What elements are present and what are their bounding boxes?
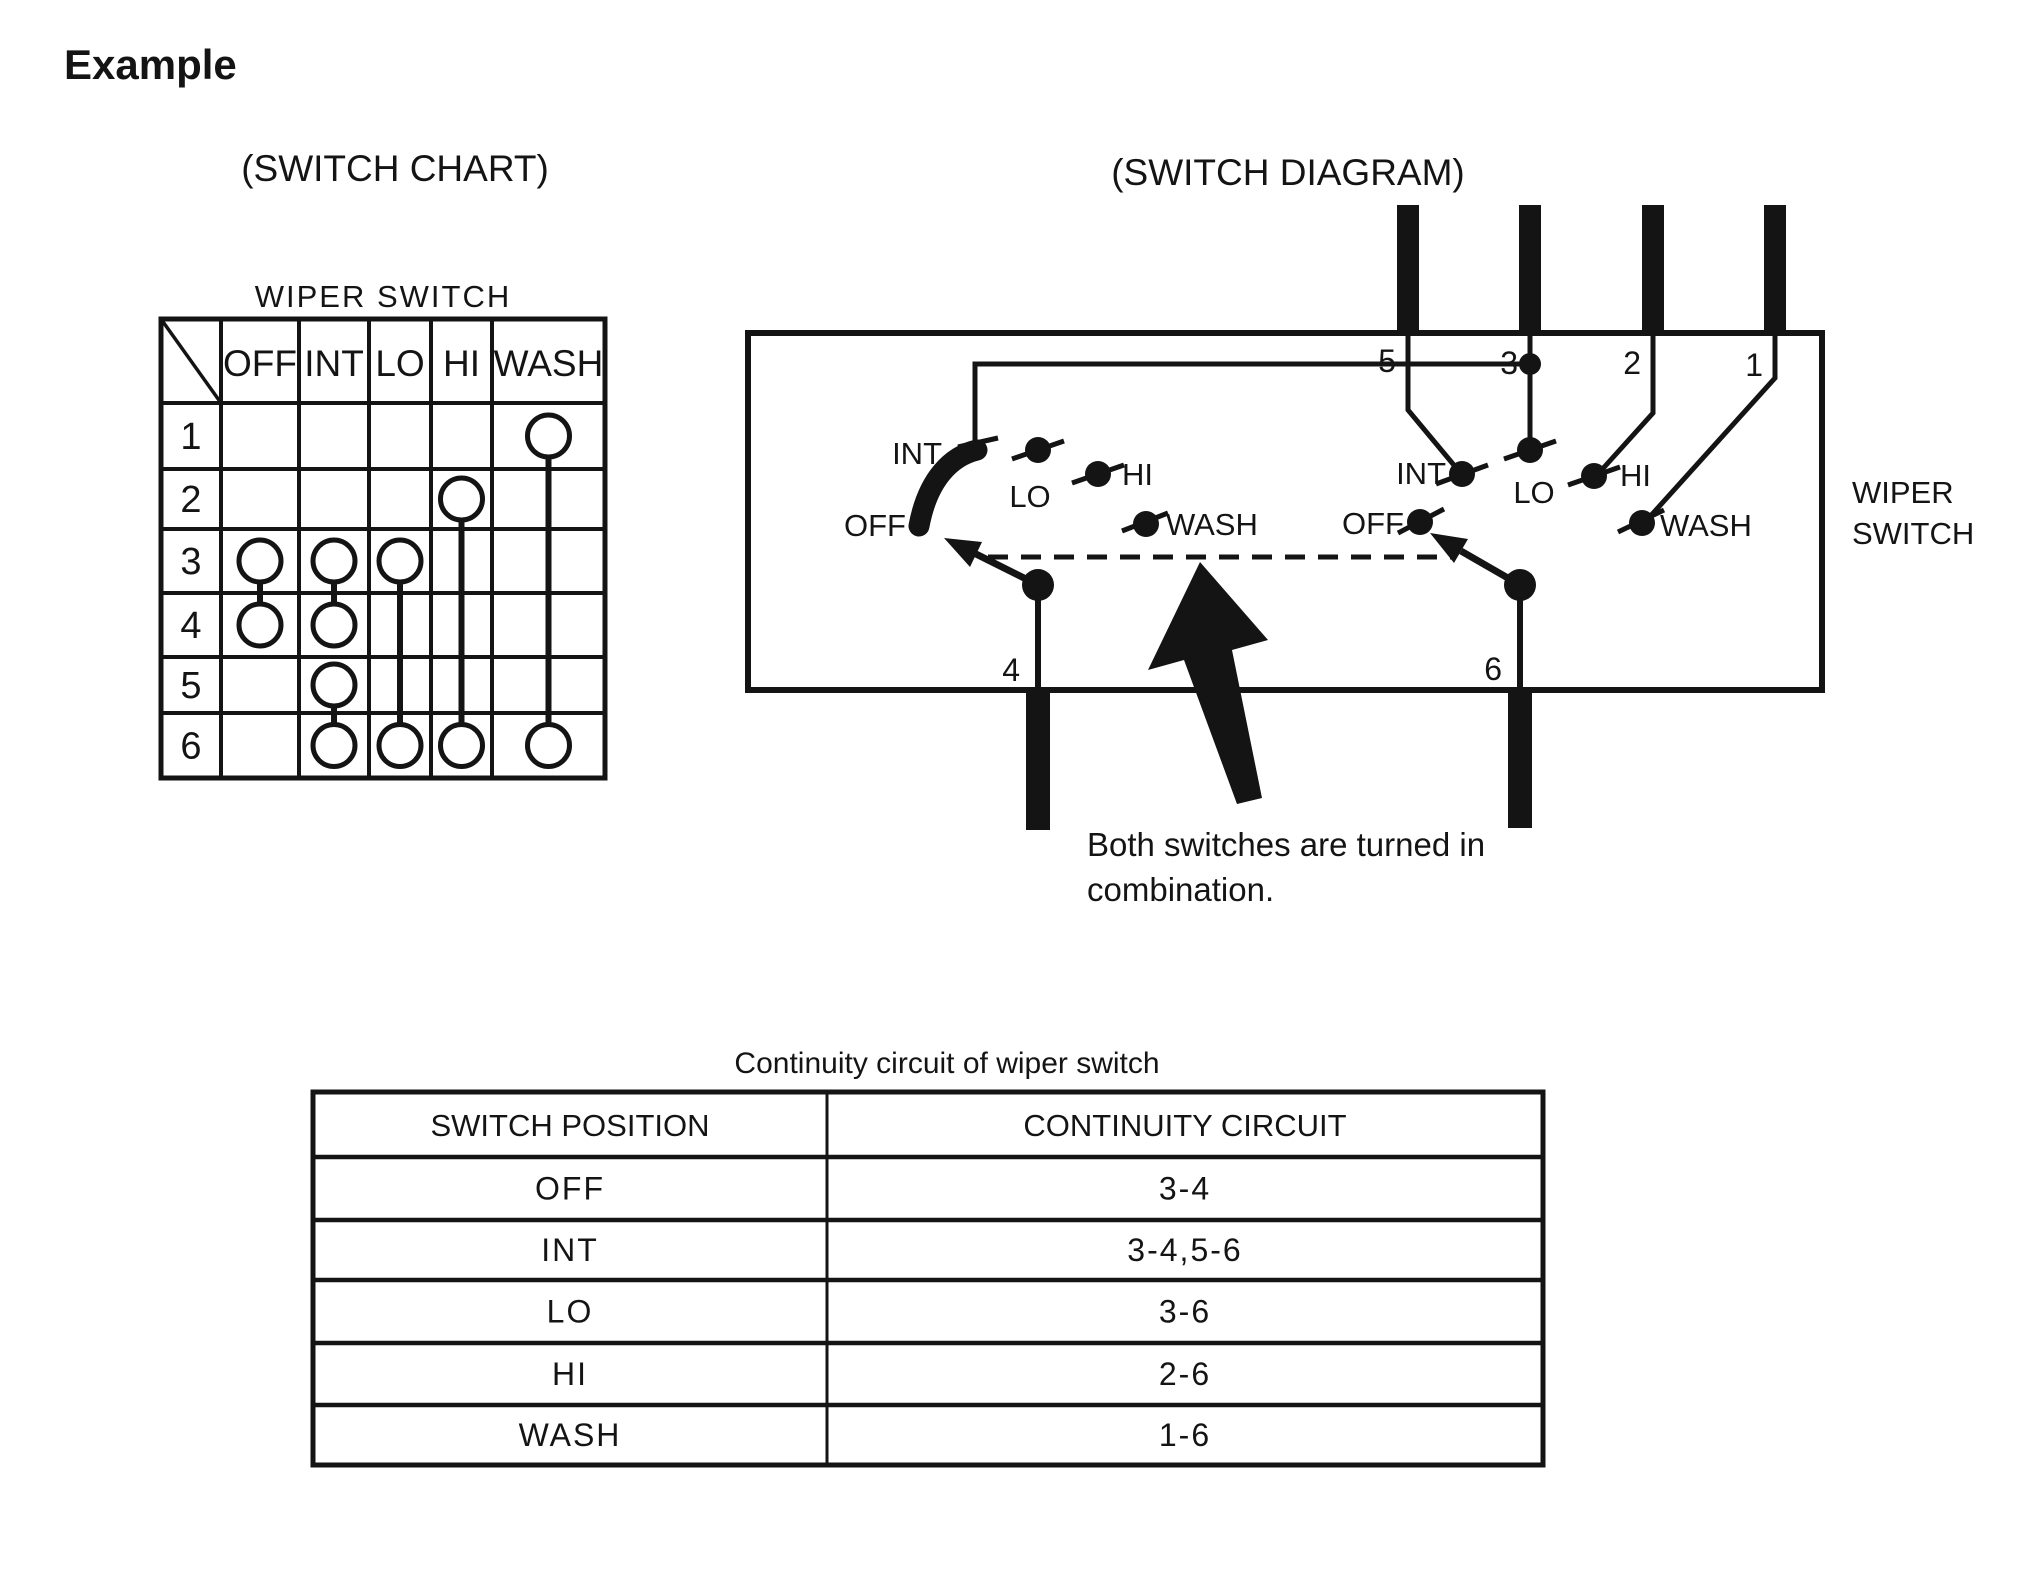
chart-column-header: OFF bbox=[223, 343, 297, 384]
chart-contact-circle bbox=[379, 540, 421, 582]
left-contact-lo bbox=[1012, 437, 1064, 463]
chart-contact-circle bbox=[379, 725, 421, 767]
continuity-cell-circuit: 3-4,5-6 bbox=[1127, 1232, 1243, 1268]
left-label-lo: LO bbox=[1009, 479, 1051, 514]
terminal-label-3: 3 bbox=[1500, 345, 1518, 381]
contact-dot bbox=[1517, 437, 1543, 463]
terminal-bar-6 bbox=[1508, 690, 1532, 828]
contact-dot bbox=[1133, 511, 1159, 537]
switch-diagram bbox=[748, 205, 1974, 908]
terminal-bar-3 bbox=[1519, 205, 1541, 335]
right-contact-off bbox=[1398, 509, 1444, 535]
contact-dot bbox=[1581, 463, 1607, 489]
chart-heading: (SWITCH CHART) bbox=[241, 148, 549, 189]
chart-column-header: WASH bbox=[493, 343, 604, 384]
chart-contact-circle bbox=[239, 604, 281, 646]
wire-node3-bus bbox=[975, 364, 1530, 452]
chart-contact-circle bbox=[441, 478, 483, 520]
right-wiper-arm bbox=[1461, 551, 1520, 585]
chart-row-label: 1 bbox=[180, 416, 202, 458]
chart-contact-circle bbox=[313, 604, 355, 646]
left-label-int: INT bbox=[892, 436, 942, 471]
continuity-cell-circuit: 1-6 bbox=[1158, 1417, 1212, 1453]
right-label-wash: WASH bbox=[1660, 508, 1752, 543]
right-contact-hi bbox=[1568, 463, 1620, 489]
chart-column-header: INT bbox=[304, 343, 364, 384]
chart-contact-circle bbox=[313, 664, 355, 706]
chart-contact-circle bbox=[239, 540, 281, 582]
right-label-int: INT bbox=[1396, 456, 1446, 491]
page-title: Example bbox=[64, 41, 237, 88]
terminal-label-5: 5 bbox=[1378, 343, 1396, 379]
right-contact-wash bbox=[1618, 510, 1664, 536]
switch-chart bbox=[161, 279, 605, 778]
continuity-table-grid bbox=[313, 1092, 1543, 1465]
wiper-switch-side-label-line2: SWITCH bbox=[1852, 516, 1975, 551]
continuity-header-circuit: CONTINUITY CIRCUIT bbox=[1023, 1108, 1347, 1143]
contact-dot bbox=[1025, 437, 1051, 463]
terminal-bar-5 bbox=[1397, 205, 1419, 335]
chart-header-diagonal bbox=[161, 319, 221, 403]
wire-terminal5-to-int bbox=[1408, 333, 1458, 470]
diagram-heading: (SWITCH DIAGRAM) bbox=[1111, 152, 1465, 193]
contact-dot bbox=[1407, 509, 1433, 535]
caption-line1: Both switches are turned in bbox=[1087, 826, 1486, 863]
continuity-cell-circuit: 2-6 bbox=[1158, 1356, 1212, 1392]
chart-column-header: HI bbox=[443, 343, 480, 384]
contact-dot bbox=[1449, 461, 1475, 487]
continuity-cell-position: HI bbox=[552, 1356, 588, 1392]
right-label-lo: LO bbox=[1513, 475, 1555, 510]
contact-dot bbox=[1085, 461, 1111, 487]
chart-row-label: 5 bbox=[180, 665, 202, 707]
chart-contact-circle bbox=[528, 415, 570, 457]
continuity-cell-position: OFF bbox=[535, 1170, 605, 1207]
left-contact-wash bbox=[1122, 511, 1168, 537]
continuity-cell-circuit: 3-4 bbox=[1158, 1170, 1212, 1207]
contact-dot bbox=[1629, 510, 1655, 536]
left-wiper-arm-arrowhead bbox=[944, 538, 982, 567]
chart-column-header: LO bbox=[375, 343, 425, 384]
continuity-header-position: SWITCH POSITION bbox=[430, 1108, 710, 1143]
continuity-table-title: Continuity circuit of wiper switch bbox=[734, 1047, 1160, 1080]
terminal-label-2: 2 bbox=[1623, 345, 1641, 381]
junction-dot-terminal3 bbox=[1519, 353, 1541, 375]
chart-contact-circle bbox=[313, 540, 355, 582]
caption-line2: combination. bbox=[1087, 871, 1275, 908]
continuity-cell-position: WASH bbox=[518, 1417, 622, 1453]
right-label-hi: HI bbox=[1620, 458, 1651, 493]
continuity-cell-circuit: 3-6 bbox=[1158, 1293, 1212, 1330]
chart-row-label: 4 bbox=[180, 605, 202, 647]
terminal-bar-1 bbox=[1764, 205, 1786, 335]
chart-contact-circle bbox=[313, 725, 355, 767]
chart-contact-circle bbox=[528, 725, 570, 767]
continuity-table-rows bbox=[519, 1171, 1243, 1454]
continuity-cell-position: INT bbox=[541, 1232, 599, 1268]
terminal-label-1: 1 bbox=[1745, 347, 1763, 383]
left-label-off: OFF bbox=[844, 508, 906, 543]
annotation-arrow bbox=[1148, 562, 1268, 804]
right-label-off: OFF bbox=[1342, 506, 1404, 541]
terminal-label-4: 4 bbox=[1002, 652, 1020, 688]
terminal-bar-4 bbox=[1026, 690, 1050, 830]
left-contact-hi bbox=[1072, 461, 1124, 487]
switch-chart-title: WIPER SWITCH bbox=[254, 279, 512, 314]
chart-contact-circle bbox=[441, 725, 483, 767]
chart-row-label: 3 bbox=[180, 541, 202, 583]
wiper-switch-side-label-line1: WIPER bbox=[1852, 475, 1954, 510]
terminal-bar-2 bbox=[1642, 205, 1664, 335]
terminal-label-6: 6 bbox=[1484, 651, 1502, 687]
left-label-wash: WASH bbox=[1166, 507, 1258, 542]
right-contact-lo bbox=[1504, 437, 1556, 463]
continuity-table bbox=[313, 1047, 1543, 1465]
switch-chart-connectors bbox=[260, 457, 549, 725]
continuity-cell-position: LO bbox=[546, 1293, 594, 1330]
chart-row-label: 2 bbox=[180, 479, 202, 521]
left-label-hi: HI bbox=[1122, 457, 1153, 492]
chart-row-label: 6 bbox=[180, 725, 202, 768]
